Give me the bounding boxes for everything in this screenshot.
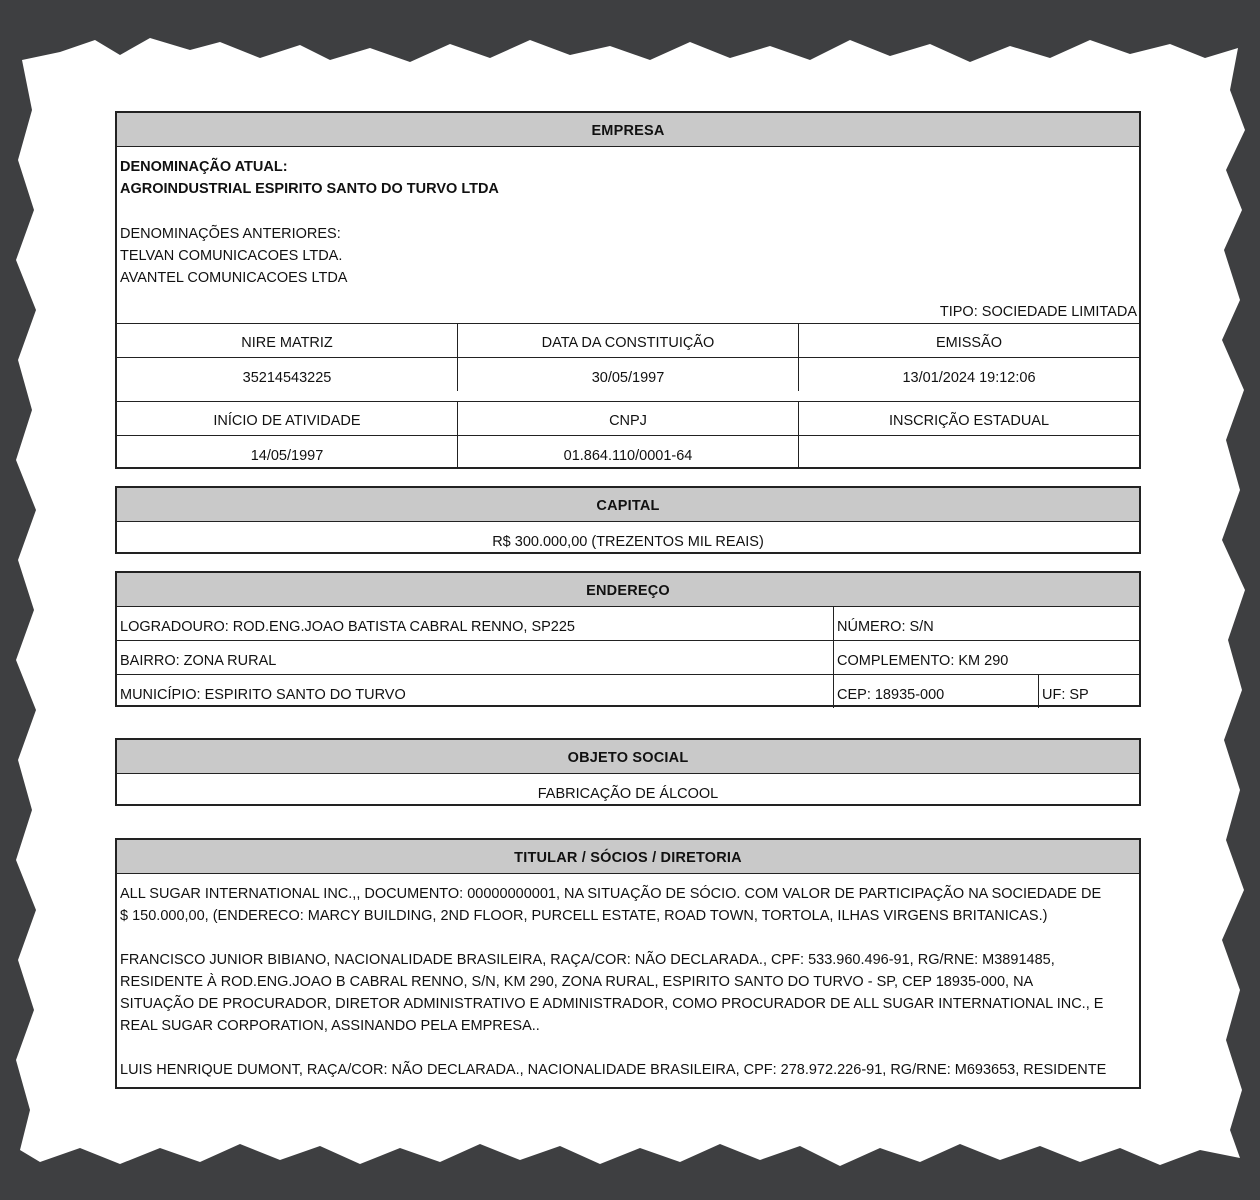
objeto-value: FABRICAÇÃO DE ÁLCOOL [537, 786, 719, 802]
endereco-section [115, 571, 1141, 707]
empresa-info [117, 147, 1139, 323]
nire-value: 35214543225 [117, 358, 458, 391]
socios-line: ALL SUGAR INTERNATIONAL INC.,, DOCUMENTO: 00000000001, NA SITUAÇÃO DE SÓCIO. COM VALOR DE PARTICIPAÇÃO NA SOCIEDADE DE [120, 886, 1102, 902]
inicio-atividade-header: INÍCIO DE ATIVIDADE [117, 402, 458, 435]
inicio-atividade-value: 14/05/1997 [117, 436, 458, 469]
municipio: MUNICÍPIO: ESPIRITO SANTO DO TURVO [117, 675, 834, 708]
capital-value: R$ 300.000,00 (TREZENTOS MIL REAIS) [492, 534, 764, 550]
cnpj-value: 01.864.110/0001-64 [458, 436, 799, 469]
bairro: BAIRRO: ZONA RURAL [117, 641, 834, 674]
socios-line: FRANCISCO JUNIOR BIBIANO, NACIONALIDADE BRASILEIRA, RAÇA/COR: NÃO DECLARADA., CPF: 533.960.496-91, RG/RNE: M3891485, [120, 952, 1055, 968]
anterior-1: TELVAN COMUNICACOES LTDA. [120, 248, 343, 264]
objeto-header: OBJETO SOCIAL [117, 740, 1139, 774]
inscricao-estadual-header: INSCRIÇÃO ESTADUAL [888, 413, 1050, 429]
complemento: COMPLEMENTO: KM 290 [837, 653, 1009, 669]
uf: UF: SP [1042, 687, 1089, 703]
cnpj-header: CNPJ [458, 402, 799, 435]
socios-line: $ 150.000,00, (ENDERECO: MARCY BUILDING, 2ND FLOOR, PURCELL ESTATE, ROAD TOWN, TORTOLA, ILHAS VIRGENS BRITANICAS.) [120, 908, 1048, 924]
socios-body [117, 874, 1139, 1081]
denominacao-atual: AGROINDUSTRIAL ESPIRITO SANTO DO TURVO LTDA [120, 181, 499, 197]
nire-header: NIRE MATRIZ [117, 324, 458, 357]
empresa-grid-2 [117, 402, 1139, 469]
data-constituicao-header: DATA DA CONSTITUIÇÃO [458, 324, 799, 357]
socios-line: LUIS HENRIQUE DUMONT, RAÇA/COR: NÃO DECLARADA., NACIONALIDADE BRASILEIRA, CPF: 278.972.226-91, RG/RNE: M693653, RESIDENTE [120, 1062, 1107, 1078]
data-constituicao-value: 30/05/1997 [458, 358, 799, 391]
denominacao-label: DENOMINAÇÃO ATUAL: [120, 159, 288, 175]
socios-line: SITUAÇÃO DE PROCURADOR, DIRETOR ADMINISTRATIVO E ADMINISTRADOR, COMO PROCURADOR DE ALL SUGAR INTERNATIONAL INC., E [120, 996, 1104, 1012]
empresa-header: EMPRESA [117, 113, 1139, 147]
empresa-grid-1 [117, 323, 1139, 391]
cep: CEP: 18935-000 [834, 675, 1039, 708]
emissao-header: EMISSÃO [935, 335, 1003, 351]
anteriores-label: DENOMINAÇÕES ANTERIORES: [120, 226, 341, 242]
anterior-2: AVANTEL COMUNICACOES LTDA [120, 270, 348, 286]
capital-header: CAPITAL [117, 488, 1139, 522]
logradouro: LOGRADOURO: ROD.ENG.JOAO BATISTA CABRAL RENNO, SP225 [117, 607, 834, 640]
socios-header: TITULAR / SÓCIOS / DIRETORIA [117, 840, 1139, 874]
socios-line: REAL SUGAR CORPORATION, ASSINANDO PELA EMPRESA.. [120, 1018, 540, 1034]
tipo-sociedade: TIPO: SOCIEDADE LIMITADA [939, 304, 1137, 320]
inscricao-estadual-value [799, 436, 1139, 469]
socios-line: RESIDENTE À ROD.ENG.JOAO B CABRAL RENNO, S/N, KM 290, ZONA RURAL, ESPIRITO SANTO DO TURVO - SP, CEP 18935-000, NA [120, 974, 1034, 990]
endereco-header: ENDEREÇO [117, 573, 1139, 607]
socios-line [117, 927, 1139, 949]
empresa-section [115, 111, 1141, 469]
objeto-section [115, 738, 1141, 806]
capital-section [115, 486, 1141, 554]
numero: NÚMERO: S/N [837, 619, 934, 635]
socios-section [115, 838, 1141, 1089]
socios-line [117, 1037, 1139, 1059]
emissao-value: 13/01/2024 19:12:06 [902, 370, 1036, 386]
grid-spacer [117, 391, 1139, 402]
